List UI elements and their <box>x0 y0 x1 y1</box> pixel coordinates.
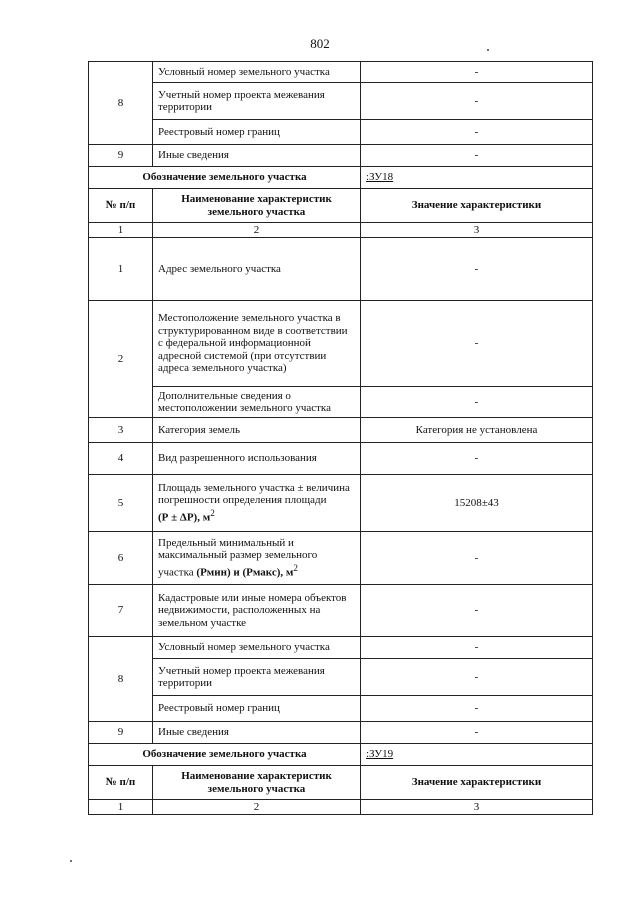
characteristic-name: Реестровый номер границ <box>153 120 361 145</box>
land-plot-table <box>88 61 593 815</box>
designation-label: Обозначение земельного участка <box>89 167 361 189</box>
table-row <box>89 120 593 145</box>
characteristic-value: - <box>361 301 593 387</box>
table-row <box>89 722 593 744</box>
column-header-name: Наименование характеристик земельного участка <box>153 766 361 800</box>
plot-code: :ЗУ18 <box>366 171 394 184</box>
characteristic-name <box>153 532 361 585</box>
table-row <box>89 696 593 722</box>
table-row <box>89 418 593 443</box>
formula: (Рмин) и (Рмакс), м <box>196 566 294 579</box>
table-row <box>89 301 593 387</box>
scan-speck <box>70 860 72 862</box>
designation-value <box>361 744 593 766</box>
designation-label: Обозначение земельного участка <box>89 744 361 766</box>
row-number: 8 <box>89 637 153 722</box>
formula: (Р ± ΔР), м <box>158 511 211 524</box>
characteristic-value: - <box>361 722 593 744</box>
characteristic-name: Иные сведения <box>153 722 361 744</box>
row-number: 5 <box>89 475 153 532</box>
unit-exponent: 2 <box>210 507 215 518</box>
scan-speck <box>487 49 489 51</box>
characteristic-value: - <box>361 62 593 83</box>
column-number: 2 <box>153 800 361 815</box>
column-number: 1 <box>89 800 153 815</box>
table-row <box>89 238 593 301</box>
column-number-row <box>89 800 593 815</box>
column-header-value: Значение характеристики <box>361 766 593 800</box>
table-row <box>89 659 593 696</box>
row-number: 7 <box>89 585 153 637</box>
table-row <box>89 387 593 418</box>
row-number: 3 <box>89 418 153 443</box>
characteristic-value: - <box>361 145 593 167</box>
characteristic-name: Кадастровые или иные номера объектов недвижимости, расположенных на земельном участке <box>153 585 361 637</box>
table-row <box>89 637 593 659</box>
table-row <box>89 532 593 585</box>
row-number: 1 <box>89 238 153 301</box>
characteristic-value: - <box>361 696 593 722</box>
characteristic-value: - <box>361 443 593 475</box>
table-row <box>89 443 593 475</box>
characteristic-name-text: Предельный минимальный и максимальный размер земельного участка <box>158 536 318 579</box>
column-number: 3 <box>361 223 593 238</box>
page-number: 802 <box>310 36 330 51</box>
characteristic-value: 15208±43 <box>361 475 593 532</box>
column-number: 3 <box>361 800 593 815</box>
characteristic-name: Условный номер земельного участка <box>153 637 361 659</box>
column-header-name: Наименование характеристик земельного участка <box>153 189 361 223</box>
characteristic-name: Иные сведения <box>153 145 361 167</box>
column-header-value: Значение характеристики <box>361 189 593 223</box>
characteristic-value: Категория не установлена <box>361 418 593 443</box>
characteristic-name: Реестровый номер границ <box>153 696 361 722</box>
characteristic-value: - <box>361 532 593 585</box>
table-row <box>89 62 593 83</box>
characteristic-value: - <box>361 585 593 637</box>
characteristic-name: Адрес земельного участка <box>153 238 361 301</box>
column-number-row <box>89 223 593 238</box>
designation-row <box>89 744 593 766</box>
table-row <box>89 145 593 167</box>
characteristic-value: - <box>361 659 593 696</box>
plot-code: :ЗУ19 <box>366 748 394 761</box>
unit-exponent: 2 <box>293 562 298 573</box>
characteristic-value: - <box>361 238 593 301</box>
row-number: 6 <box>89 532 153 585</box>
characteristic-name: Вид разрешенного использования <box>153 443 361 475</box>
row-number: 2 <box>89 301 153 418</box>
characteristic-name: Категория земель <box>153 418 361 443</box>
header-row <box>89 189 593 223</box>
characteristic-value: - <box>361 120 593 145</box>
characteristic-value: - <box>361 387 593 418</box>
characteristic-name-text: Площадь земельного участка ± величина погрешности определения площади <box>158 481 350 507</box>
table-row <box>89 475 593 532</box>
column-number: 2 <box>153 223 361 238</box>
characteristic-value: - <box>361 637 593 659</box>
characteristic-name <box>153 475 361 532</box>
column-header-number: № п/п <box>89 189 153 223</box>
row-number: 4 <box>89 443 153 475</box>
designation-row <box>89 167 593 189</box>
row-number: 8 <box>89 62 153 145</box>
designation-value <box>361 167 593 189</box>
table-row <box>89 83 593 120</box>
row-number: 9 <box>89 722 153 744</box>
characteristic-value: - <box>361 83 593 120</box>
column-number: 1 <box>89 223 153 238</box>
header-row <box>89 766 593 800</box>
column-header-number: № п/п <box>89 766 153 800</box>
characteristic-name: Учетный номер проекта межевания территории <box>153 83 361 120</box>
characteristic-name: Дополнительные сведения о местоположении земельного участка <box>153 387 361 418</box>
row-number: 9 <box>89 145 153 167</box>
characteristic-name: Условный номер земельного участка <box>153 62 361 83</box>
characteristic-name: Местоположение земельного участка в структурированном виде в соответствии с федеральной информационной адресной системой (при отсутствии адреса земельного участка) <box>153 301 361 387</box>
table-row <box>89 585 593 637</box>
characteristic-name: Учетный номер проекта межевания территории <box>153 659 361 696</box>
